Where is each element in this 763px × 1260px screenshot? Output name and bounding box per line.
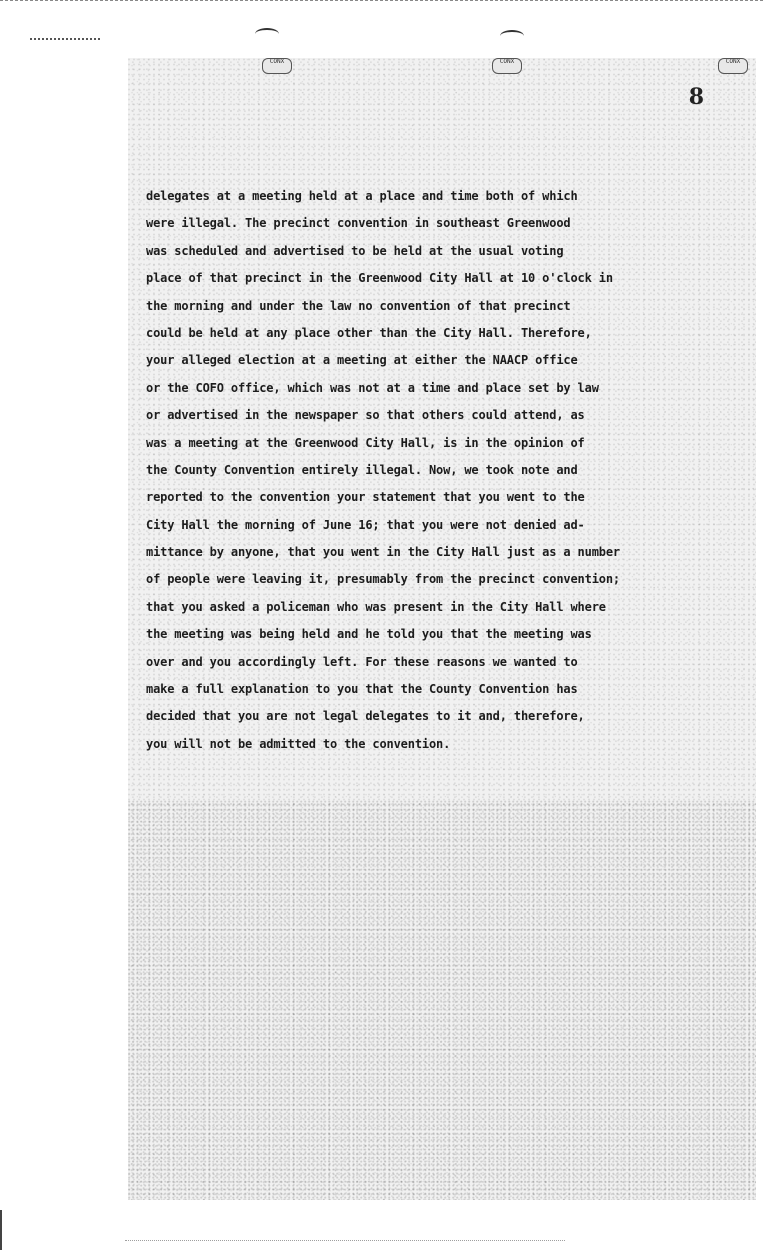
text-line: the meeting was being held and he told you that the meeting was <box>146 627 592 642</box>
text-line: that you asked a policeman who was present in the City Hall where <box>146 599 606 614</box>
top-border <box>0 0 763 3</box>
text-line: City Hall the morning of June 16; that you were not denied ad- <box>146 517 585 532</box>
text-line: delegates at a meeting held at a place and time both of which <box>146 189 578 203</box>
text-line: of people were leaving it, presumably from the precinct convention; <box>146 572 620 587</box>
text-line: or the COFO office, which was not at a time and place set by law <box>146 380 599 395</box>
text-line: make a full explanation to you that the County Convention has <box>146 682 578 697</box>
text-line: was scheduled and advertised to be held at the usual voting <box>146 243 564 258</box>
archive-stamp: CONX <box>492 58 522 74</box>
text-line: mittance by anyone, that you went in the City Hall just as a number <box>146 545 620 560</box>
text-line: were illegal. The precinct convention in southeast Greenwood <box>146 216 571 231</box>
text-line: the morning and under the law no convention of that precinct <box>146 298 571 313</box>
text-line: or advertised in the newspaper so that others could attend, as <box>146 408 585 423</box>
letter-body <box>146 186 746 761</box>
text-line: decided that you are not legal delegates to it and, therefore, <box>146 709 585 724</box>
text-line: reported to the convention your statement that you went to the <box>146 490 585 505</box>
text-line: you will not be admitted to the convention. <box>146 736 451 751</box>
archive-stamp: CONX <box>262 58 292 74</box>
binding-mark <box>500 30 524 42</box>
text-line: the County Convention entirely illegal. Now, we took note and <box>146 462 578 477</box>
edge-mark <box>0 1210 2 1250</box>
margin-mark <box>30 38 100 42</box>
binding-mark <box>255 28 279 40</box>
archive-stamp: CONX <box>718 58 748 74</box>
text-line: place of that precinct in the Greenwood City Hall at 10 o'clock in <box>146 271 613 286</box>
text-line: could be held at any place other than the City Hall. Therefore, <box>146 325 592 340</box>
scan-artifact <box>125 1240 565 1251</box>
text-line: your alleged election at a meeting at either the NAACP office <box>146 353 578 368</box>
page-number: 8 <box>688 84 710 110</box>
scan-noise <box>128 800 756 1200</box>
text-line: over and you accordingly left. For these reasons we wanted to <box>146 654 578 669</box>
text-line: was a meeting at the Greenwood City Hall, is in the opinion of <box>146 435 585 450</box>
